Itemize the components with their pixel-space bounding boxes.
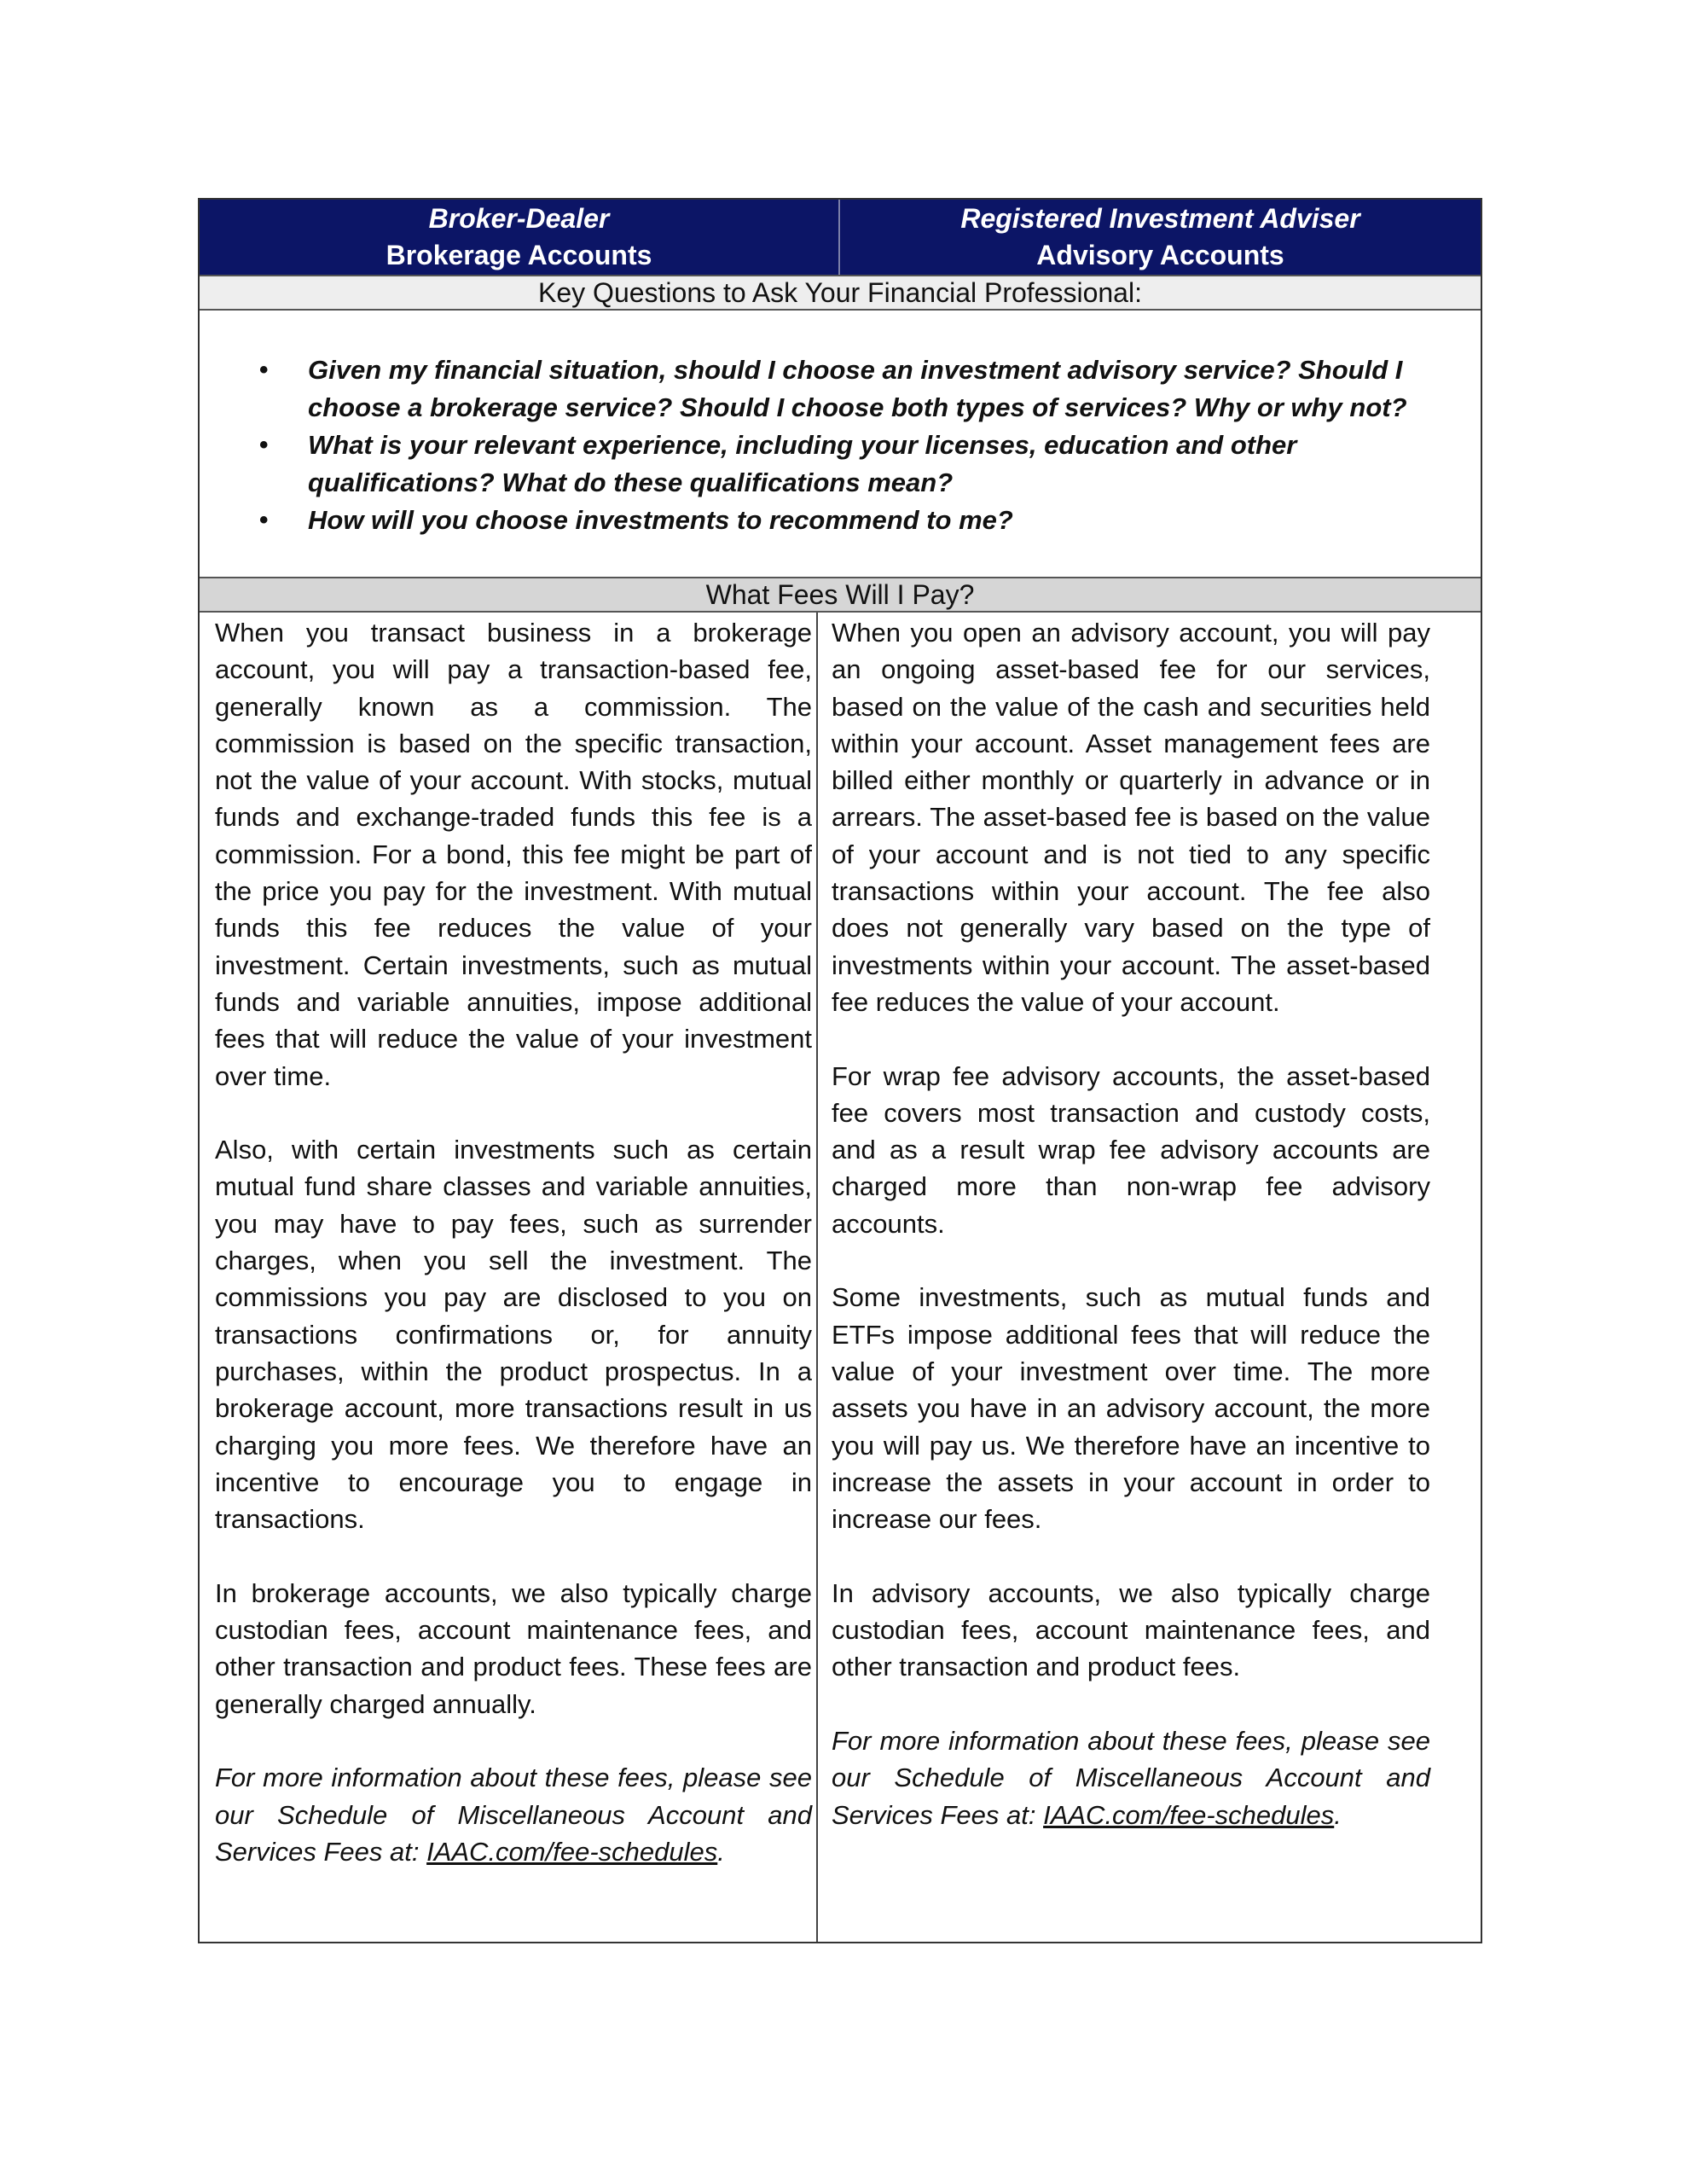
key-questions-heading: Key Questions to Ask Your Financial Professional: bbox=[200, 275, 1481, 311]
advisory-fees-info: For more information about these fees, please see our Schedule of Miscellaneous Account and Services Fees at: IAAC.com/fee-schedules. bbox=[832, 1725, 1430, 1830]
brokerage-fees-paragraph: When you transact business in a brokerage account, you will pay a transaction-based fee, generally known as a commission. The commission is based on the specific transaction, not the value of your account. With stocks, mutual funds and exchange-traded funds this fee is a commission. For a bond, this fee might be part of the price you pay for the investment. With mutual funds this fee reduces the value of your investment. Certain investments, such as mutual funds and variable annuities, impose additional fees that will reduce the value of your investment over time. bbox=[215, 618, 812, 1091]
advisory-fees-paragraph: Some investments, such as mutual funds and ETFs impose additional fees that will reduce the value of your investment over time. The more assets you have in an advisory account, the more you will pay us. We therefore have an incentive to increase the assets in your account in order to increase our fees. bbox=[832, 1282, 1430, 1535]
bullet-icon: • bbox=[259, 356, 269, 384]
header-broker-dealer bbox=[200, 200, 840, 275]
advisory-fees-paragraph: In advisory accounts, we also typically charge custodian fees, account maintenance fees, and other transaction and product fees. bbox=[832, 1577, 1430, 1682]
question-item: • How will you choose investments to recommend to me? bbox=[259, 502, 1453, 539]
question-item: • Given my financial situation, should I choose an investment advisory service? Should I choose a brokerage service? Should I choose both types of services? Why or why not? bbox=[259, 351, 1453, 427]
header-brokerage-accounts: Brokerage Accounts bbox=[386, 240, 652, 270]
brokerage-fees-paragraph: In brokerage accounts, we also typically charge custodian fees, account maintenance fees, and other transaction and product fees. These fees are generally charged annually. bbox=[215, 1577, 812, 1719]
key-questions-list bbox=[259, 351, 1453, 539]
fee-schedules-link[interactable]: IAAC.com/fee-schedules bbox=[426, 1836, 718, 1867]
bullet-icon: • bbox=[259, 431, 269, 459]
fees-heading: What Fees Will I Pay? bbox=[200, 577, 1481, 613]
fee-schedules-link[interactable]: IAAC.com/fee-schedules bbox=[1043, 1799, 1335, 1830]
header-broker-dealer-title: Broker-Dealer bbox=[428, 203, 610, 234]
advisory-fees-paragraph: When you open an advisory account, you will pay an ongoing asset-based fee for our services, based on the value of the cash and securities held within your account. Asset management fees are billed either monthly or quarterly in advance or in arrears. The asset-based fee is based on the value of your account and is not tied to any specific transactions within your account. The fee also does not generally vary based on the type of investments within your account. The asset-based fee reduces the value of your account. bbox=[832, 618, 1430, 1017]
comparison-table bbox=[198, 198, 1482, 1943]
bullet-icon: • bbox=[259, 506, 269, 534]
column-divider bbox=[816, 613, 818, 1942]
header-investment-adviser-title: Registered Investment Adviser bbox=[960, 203, 1360, 234]
brokerage-fees-paragraph: Also, with certain investments such as certain mutual fund share classes and variable annuities, you may have to pay fees, such as surrender charges, when you sell the investment. The commissions you pay are disclosed to you on transactions confirmations or, for annuity purchases, within the product prospectus. In a brokerage account, more transactions result in us charging you more fees. We therefore have an incentive to encourage you to engage in transactions. bbox=[215, 1135, 812, 1535]
header-advisory-accounts: Advisory Accounts bbox=[1036, 240, 1284, 270]
header-investment-adviser bbox=[840, 200, 1481, 275]
brokerage-fees-info: For more information about these fees, please see our Schedule of Miscellaneous Account and Services Fees at: IAAC.com/fee-schedules. bbox=[215, 1763, 812, 1867]
table-header-row bbox=[200, 200, 1481, 275]
question-item: • What is your relevant experience, including your licenses, education and other qualifications? What do these qualifications mean? bbox=[259, 427, 1453, 502]
brokerage-fees-column bbox=[215, 614, 812, 1907]
advisory-fees-column bbox=[832, 614, 1430, 1870]
advisory-fees-paragraph: For wrap fee advisory accounts, the asset-based fee covers most transaction and custody costs, and as a result wrap fee advisory accounts are charged more than non-wrap fee advisory accounts. bbox=[832, 1060, 1430, 1239]
